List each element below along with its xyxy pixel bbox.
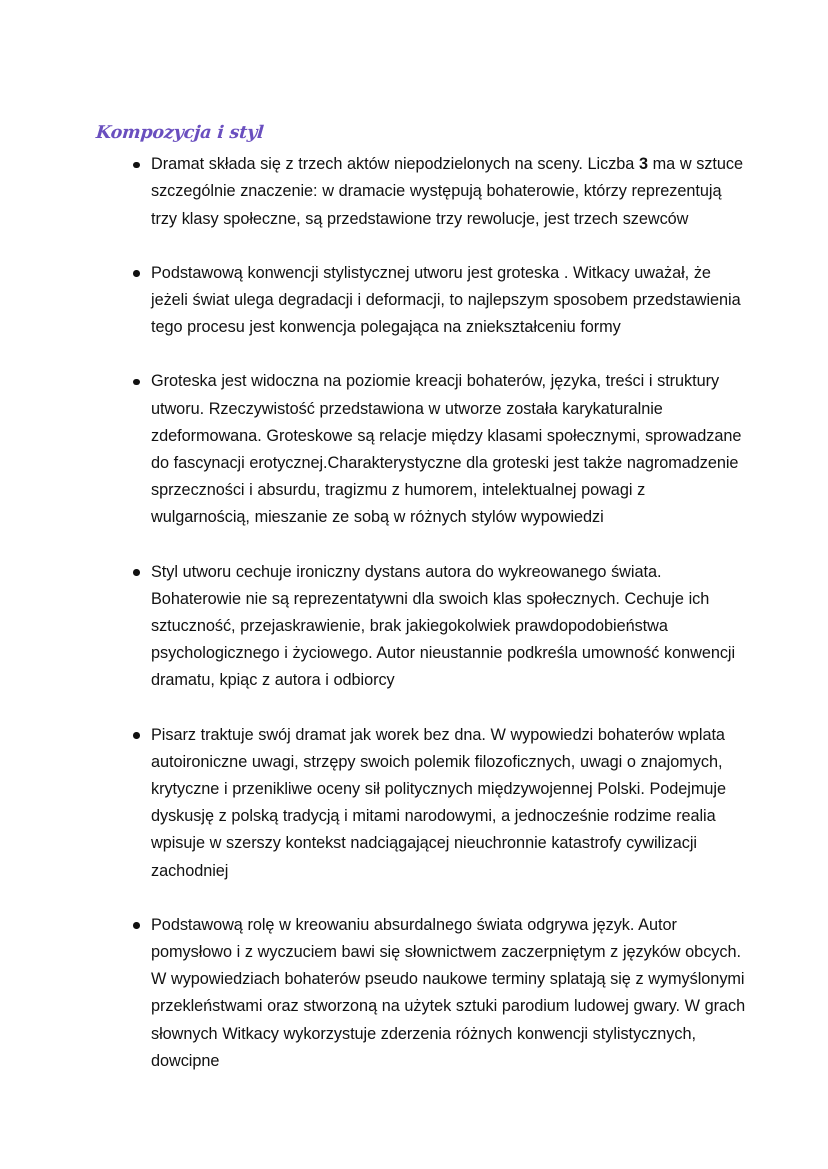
- list-item-text: Podstawową rolę w kreowaniu absurdalnego świata odgrywa język. Autor pomysłowo i z wyczuciem bawi się słownictwem zaczerpniętym z języków obcych. W wypowiedziach bohaterów pseudo naukowe terminy splatają się z wymyślonymi przekleństwami oraz stworzoną na użytek sztuki parodium ludowej gwary. W grach słownych Witkacy wykorzystuje zderzenia różnych konwencji stylistycznych, dowcipne: [151, 915, 746, 1070]
- list-item-text-part-2: ma w sztuce szczególnie znaczenie: w dramacie występują bohaterowie, którzy reprezentują trzy klasy społeczne, są przedstawione trzy rewolucje, jest trzech szewców: [151, 155, 744, 228]
- list-item-text-part-1: Dramat składa się z trzech aktów niepodzielonych na sceny. Liczba: [151, 155, 639, 174]
- bullet-point-icon: [133, 569, 140, 576]
- list-item: [96, 260, 746, 342]
- list-item-text: Pisarz traktuje swój dramat jak worek bez dna. W wypowiedzi bohaterów wplata autoironiczne uwagi, strzępy swoich polemik filozoficznych, uwagi o znajomych, krytyczne i przenikliwe oceny sił politycznych międzywojennej Polski. Podejmuje dyskusję z polską tradycją i mitami narodowymi, a jednocześnie rodzime realia wpisuje w szerszy kontekst nadciągającej nieuchronnie katastrofy cywilizacji zachodniej: [151, 725, 726, 880]
- list-item: [96, 151, 746, 233]
- list-item: [96, 559, 746, 695]
- bullet-point-icon: [133, 270, 140, 277]
- list-item: [96, 912, 746, 1075]
- page-title: Kompozycja i styl: [95, 123, 265, 143]
- list-item: [96, 368, 746, 531]
- list-item-text: Groteska jest widoczna na poziomie kreacji bohaterów, języka, treści i struktury utworu. Rzeczywistość przedstawiona w utworze została karykaturalnie zdeformowana. Groteskowe są relacje między klasami społecznymi, sprowadzane do fascynacji erotycznej.Charakterystyczne dla groteski jest także nagromadzenie sprzeczności i absurdu, tragizmu z humorem, intelektualnej powagi z wulgarnością, mieszanie ze sobą w różnych stylów wypowiedzi: [151, 372, 742, 527]
- list-item-text: [151, 151, 746, 233]
- bullet-point-icon: [133, 379, 140, 386]
- list-item-text: Styl utworu cechuje ironiczny dystans autora do wykreowanego świata. Bohaterowie nie są reprezentatywni dla swoich klas społecznych. Cechuje ich sztuczność, przejaskrawienie, brak jakiegokolwiek prawdopodobieństwa psychologicznego i życiowego. Autor nieustannie podkreśla umowność konwencji dramatu, kpiąc z autora i odbiorcy: [151, 562, 736, 690]
- list-item-text: Podstawową konwencji stylistycznej utworu jest groteska . Witkacy uważał, że jeżeli świat ulega degradacji i deformacji, to najlepszym sposobem przedstawienia tego procesu jest konwencja polegająca na zniekształceniu formy: [151, 263, 741, 337]
- bullet-point-icon: [133, 732, 140, 739]
- emphasized-number: 3: [638, 155, 648, 174]
- note-content-block: [96, 123, 746, 1075]
- list-item: [96, 722, 746, 885]
- bullet-point-icon: [133, 922, 140, 929]
- bullet-point-icon: [133, 162, 140, 169]
- bullet-list: [96, 151, 746, 1075]
